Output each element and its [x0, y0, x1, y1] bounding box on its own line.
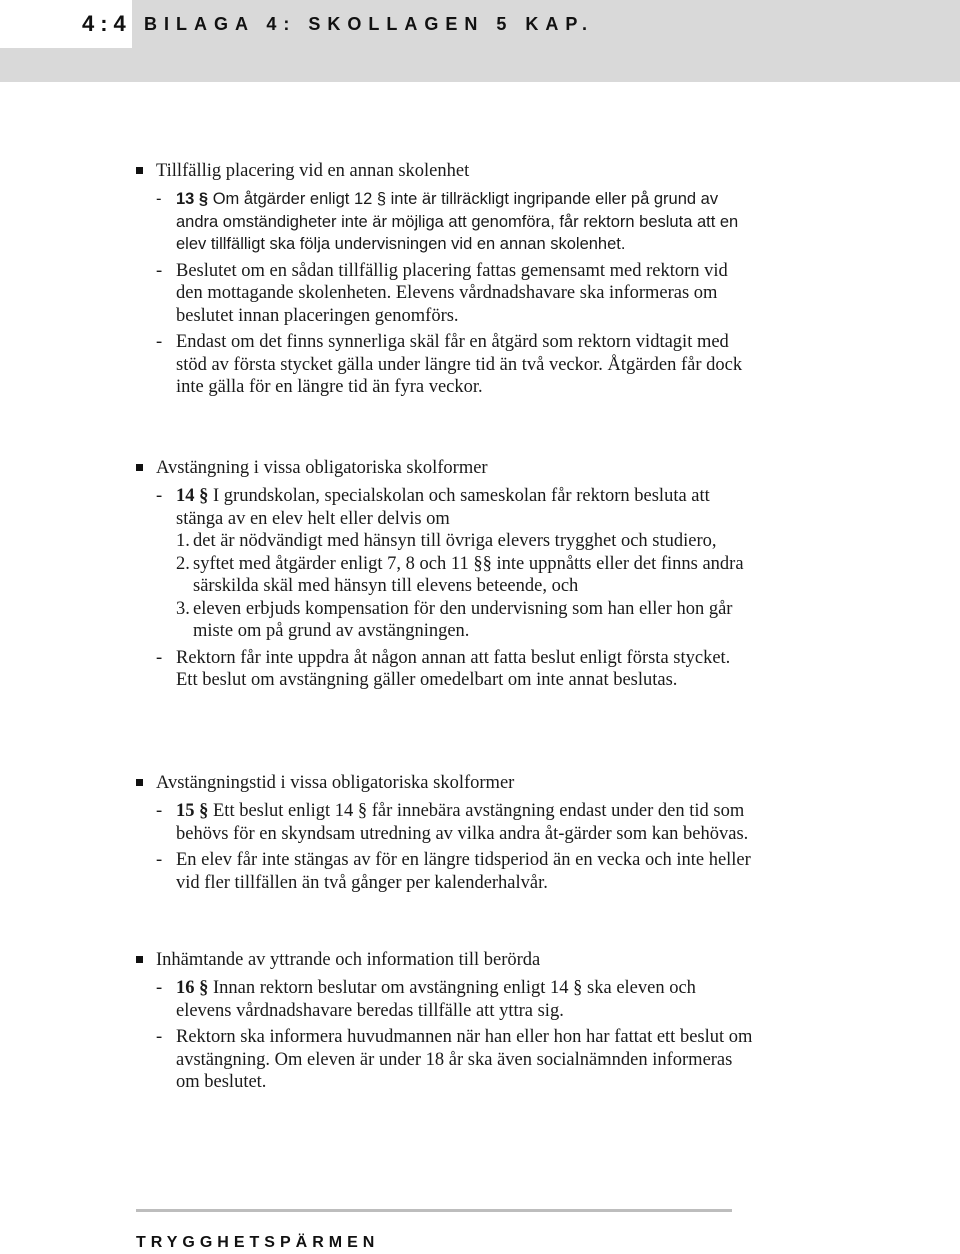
numbered-subitem [176, 553, 756, 598]
section-title-text: Avstängning i vissa obligatoriska skolformer [156, 458, 488, 478]
section-title [136, 772, 756, 795]
paragraph-number: 16 § [176, 978, 209, 998]
header-bar [0, 0, 960, 82]
list-item [136, 849, 756, 894]
item-text: Rektorn får inte uppdra åt någon annan att fatta beslut enligt första stycket. Ett beslut om avstängning gäller omedelbart om inte annat beslutas. [176, 647, 731, 690]
dash-marker: - [156, 190, 162, 208]
subitem-number: 3. [176, 598, 190, 619]
item-text: Innan rektorn beslutar om avstängning enligt 14 § ska eleven och elevens vårdnadshavare beredas tillfälle att yttra sig. [176, 978, 696, 1021]
numbered-subitem [176, 598, 756, 643]
list-item [136, 647, 756, 692]
list-item [136, 331, 756, 399]
section-inhamtande-yttrande [136, 949, 756, 1098]
square-bullet-icon [136, 956, 143, 963]
section-title [136, 160, 756, 183]
header-title: BILAGA 4: SKOLLAGEN 5 KAP. [144, 14, 595, 34]
paragraph-number: 14 § [176, 486, 209, 506]
square-bullet-icon [136, 464, 143, 471]
item-text: Endast om det finns synnerliga skäl får en åtgärd som rektorn vidtagit med stöd av första stycket gälla under längre tid än två veckor. Åtgärden får dock inte gälla för en längre tid än fyra veckor. [176, 332, 743, 397]
paragraph-number: 13 § [176, 190, 209, 208]
section-tillfallig-placering [136, 160, 756, 403]
subitem-text: syftet med åtgärder enligt 7, 8 och 11 §§ inte uppnåtts eller det finns andra särskilda skäl med hänsyn till elevens beteende, och [193, 553, 744, 596]
list-item [136, 260, 756, 328]
dash-marker: - [156, 1027, 163, 1047]
section-avstangning [136, 457, 756, 696]
item-text: Rektorn ska informera huvudmannen när han eller hon har fattat ett beslut om avstängning. Om eleven är under 18 år ska även socialnämnden informeras om beslutet. [176, 1027, 753, 1092]
subitem-number: 1. [176, 531, 190, 551]
page-number: 4:4 [82, 11, 132, 36]
item-text: Beslutet om en sådan tillfällig placering fattas gemensamt med rektorn vid den mottagande skolenheten. Elevens vårdnadshavare ska informeras om beslutet innan placeringen genomförs. [176, 260, 728, 326]
dash-marker: - [156, 850, 163, 870]
list-item [136, 485, 756, 643]
list-item [136, 1026, 756, 1094]
dash-marker: - [156, 486, 163, 506]
subitem-number: 2. [176, 553, 190, 574]
list-item [136, 188, 756, 256]
dash-marker: - [156, 978, 163, 998]
section-avstangningstid [136, 772, 756, 898]
item-text: Ett beslut enligt 14 § får innebära avstängning endast under den tid som behövs för en skyndsam utredning av vilka andra åt-gärder som kan behövas. [176, 801, 749, 844]
footer-divider [136, 1209, 732, 1212]
dash-marker: - [156, 332, 163, 352]
numbered-subitem [176, 530, 756, 553]
list-item [136, 800, 756, 845]
section-title-text: Inhämtande av yttrande och information till berörda [156, 950, 541, 970]
section-title [136, 949, 756, 972]
dash-marker: - [156, 801, 163, 821]
subitem-text: det är nödvändigt med hänsyn till övriga elevers trygghet och studiero, [193, 531, 717, 551]
square-bullet-icon [136, 167, 143, 174]
paragraph-number: 15 § [176, 801, 209, 821]
dash-marker: - [156, 647, 163, 668]
square-bullet-icon [136, 779, 143, 786]
footer-title: TRYGGHETSPÄRMEN [136, 1234, 380, 1251]
page-number-box [0, 0, 132, 48]
item-text: En elev får inte stängas av för en längre tidsperiod än en vecka och inte heller vid fler tillfällen än två gånger per kalenderhalvår. [176, 850, 751, 893]
section-title [136, 457, 756, 480]
section-title-text: Tillfällig placering vid en annan skolenhet [156, 161, 470, 181]
item-text: Om åtgärder enligt 12 § inte är tillräckligt ingripande eller på grund av andra omständigheter inte är möjliga att genomföra, får rektorn besluta att en elev tillfälligt ska följa undervisningen vid en annan skolenhet. [176, 190, 739, 253]
dash-marker: - [156, 260, 163, 281]
section-title-text: Avstängningstid i vissa obligatoriska skolformer [156, 773, 515, 793]
item-text: I grundskolan, specialskolan och sameskolan får rektorn besluta att stänga av en elev helt eller delvis om [176, 486, 710, 529]
list-item [136, 977, 756, 1022]
subitem-text: eleven erbjuds kompensation för den undervisning som han eller hon går miste om på grund av avstängningen. [193, 598, 733, 641]
